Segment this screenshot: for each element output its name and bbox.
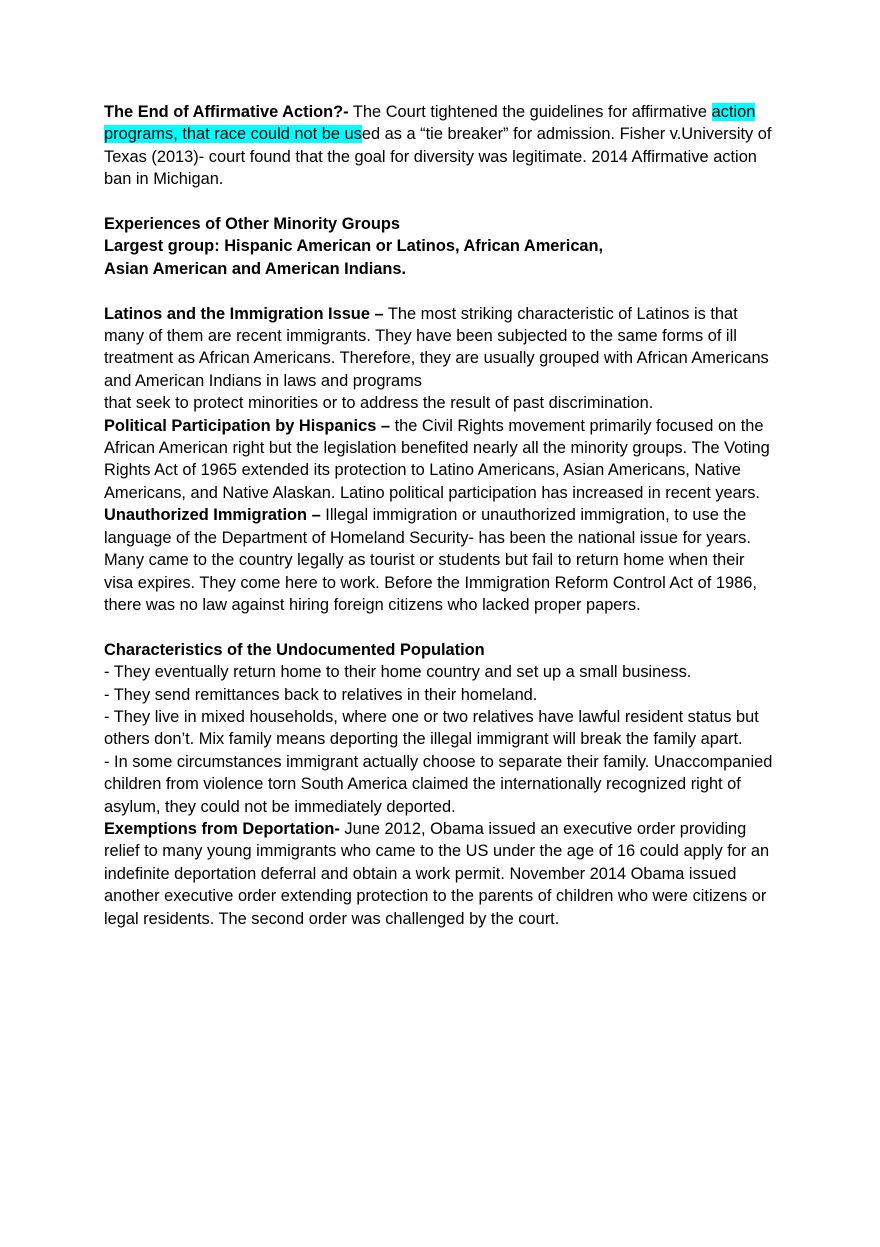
minority-groups-heading: Experiences of Other Minority Groups <box>104 215 400 234</box>
exemptions-heading: Exemptions from Deportation- <box>104 819 340 838</box>
list-item: - They send remittances back to relatives in their homeland. <box>104 685 538 704</box>
latinos-text: The most striking characteristic of Latinos is that many of them are recent immigrants. They have been subjected to the same forms of ill treatment as African Americans. Therefore, they are usually grouped with African Americans and American Indians in laws and programs <box>104 304 769 390</box>
political-participation-paragraph <box>104 415 776 505</box>
list-item: - They live in mixed households, where one or two relatives have lawful resident status but others don’t. Mix family means deporting the illegal immigrant will break the family apart. <box>104 707 759 749</box>
minority-groups-subheading-line-1: Largest group: Hispanic American or Latinos, African American, <box>104 237 604 256</box>
spacer <box>104 280 776 302</box>
affirmative-action-paragraph <box>104 101 776 191</box>
list-item: - They eventually return home to their home country and set up a small business. <box>104 663 692 682</box>
minority-groups-subheading-line-2: Asian American and American Indians. <box>104 259 407 278</box>
affirmative-action-text-continued: ed as a “tie breaker” for admission. Fisher v.University of Texas (2013)- court found that the goal for diversity was legitimate. 2014 Affirmative action ban in Michigan. <box>104 125 772 189</box>
latinos-heading: Latinos and the Immigration Issue – <box>104 304 384 323</box>
exemptions-paragraph <box>104 818 776 930</box>
document-body <box>104 101 776 930</box>
list-item: - In some circumstances immigrant actually choose to separate their family. Unaccompanied children from violence torn South America claimed the internationally recognized right of asylum, they could not be immediately deported. <box>104 752 773 816</box>
undocumented-population-heading: Characteristics of the Undocumented Population <box>104 640 485 659</box>
spacer <box>104 191 776 213</box>
unauthorized-immigration-text: Illegal immigration or unauthorized immigration, to use the language of the Department of Homeland Security- has been the national issue for years. Many came to the country legally as tourist or students but fail to return home when their visa expires. They come here to work. Before the Immigration Reform Control Act of 1986, there was no law against hiring foreign citizens who lacked proper papers. <box>104 506 757 614</box>
unauthorized-immigration-heading: Unauthorized Immigration – <box>104 506 321 525</box>
affirmative-action-text: The Court tightened the guidelines for affirmative <box>348 103 708 121</box>
unauthorized-immigration-paragraph <box>104 504 776 616</box>
exemptions-text: June 2012, Obama issued an executive order providing relief to many young immigrants who came to the US under the age of 16 could apply for an indefinite deportation deferral and obtain a work permit. November 2014 Obama issued another executive order extending protection to the parents of children who were citizens or legal residents. The second order was challenged by the court. <box>104 819 770 928</box>
latinos-paragraph-continued: that seek to protect minorities or to address the result of past discrimination. <box>104 394 654 413</box>
highlighted-text: action programs, that race could not be us <box>104 103 756 144</box>
latinos-paragraph <box>104 303 776 393</box>
political-participation-heading: Political Participation by Hispanics – <box>104 416 391 435</box>
affirmative-action-heading: The End of Affirmative Action?- <box>104 103 349 121</box>
political-participation-text: the Civil Rights movement primarily focused on the African American right but the legislation benefited nearly all the minority groups. The Voting Rights Act of 1965 extended its protection to Latino Americans, Asian Americans, Native Americans, and Native Alaskan. Latino political participation has increased in recent years. <box>104 416 770 502</box>
spacer <box>104 616 776 638</box>
